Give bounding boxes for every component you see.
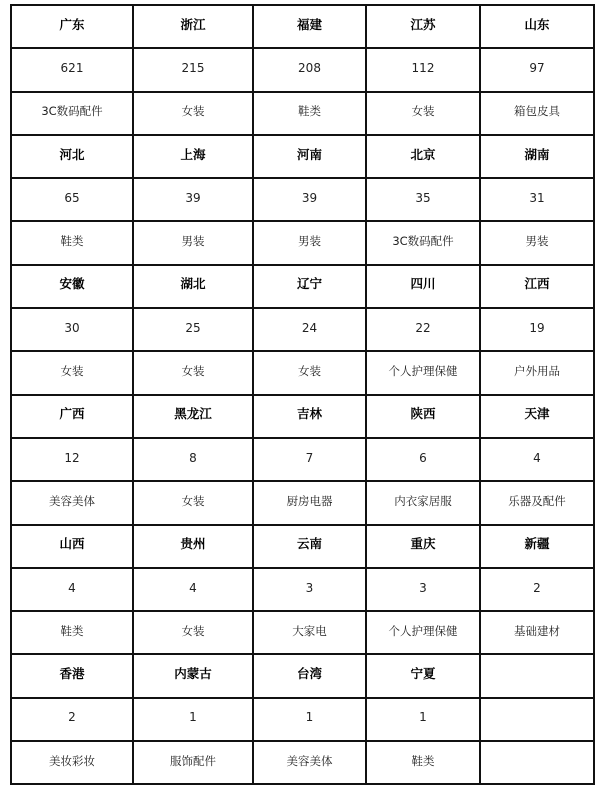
- count-cell: 112: [366, 48, 480, 91]
- category-cell: 3C数码配件: [11, 92, 133, 135]
- category-cell: 个人护理保健: [366, 351, 480, 394]
- category-cell: 户外用品: [480, 351, 594, 394]
- table-row-count: [11, 178, 594, 221]
- count-cell: 4: [11, 568, 133, 611]
- count-cell: 3: [253, 568, 366, 611]
- count-cell: 8: [133, 438, 253, 481]
- table-row-cat: [11, 741, 594, 784]
- table-row-prov: [11, 5, 594, 48]
- category-cell: 美容美体: [253, 741, 366, 784]
- category-cell: 大家电: [253, 611, 366, 654]
- category-cell: 箱包皮具: [480, 92, 594, 135]
- count-cell: 24: [253, 308, 366, 351]
- count-cell: 1: [133, 698, 253, 741]
- table-row-prov: [11, 135, 594, 178]
- count-cell: 39: [253, 178, 366, 221]
- table-row-count: [11, 438, 594, 481]
- count-cell: 1: [366, 698, 480, 741]
- category-cell: [480, 741, 594, 784]
- province-name-cell: 香港: [11, 654, 133, 697]
- table-row-cat: [11, 92, 594, 135]
- province-name-cell: 台湾: [253, 654, 366, 697]
- province-name-cell: [480, 654, 594, 697]
- province-name-cell: 广东: [11, 5, 133, 48]
- category-cell: 女装: [366, 92, 480, 135]
- count-cell: 215: [133, 48, 253, 91]
- table-row-count: [11, 48, 594, 91]
- province-name-cell: 四川: [366, 265, 480, 308]
- province-name-cell: 安徽: [11, 265, 133, 308]
- count-cell: 25: [133, 308, 253, 351]
- category-cell: 美妆彩妆: [11, 741, 133, 784]
- province-name-cell: 辽宁: [253, 265, 366, 308]
- count-cell: 7: [253, 438, 366, 481]
- table-row-cat: [11, 221, 594, 264]
- category-cell: 男装: [480, 221, 594, 264]
- category-cell: 个人护理保健: [366, 611, 480, 654]
- province-name-cell: 湖南: [480, 135, 594, 178]
- province-name-cell: 内蒙古: [133, 654, 253, 697]
- count-cell: 31: [480, 178, 594, 221]
- category-cell: 服饰配件: [133, 741, 253, 784]
- category-cell: 鞋类: [11, 221, 133, 264]
- category-cell: 鞋类: [11, 611, 133, 654]
- province-name-cell: 黑龙江: [133, 395, 253, 438]
- count-cell: [480, 698, 594, 741]
- province-name-cell: 北京: [366, 135, 480, 178]
- count-cell: 621: [11, 48, 133, 91]
- category-cell: 鞋类: [366, 741, 480, 784]
- category-cell: 3C数码配件: [366, 221, 480, 264]
- province-name-cell: 重庆: [366, 525, 480, 568]
- count-cell: 2: [11, 698, 133, 741]
- category-cell: 女装: [133, 481, 253, 524]
- category-cell: 女装: [133, 611, 253, 654]
- count-cell: 97: [480, 48, 594, 91]
- province-name-cell: 贵州: [133, 525, 253, 568]
- category-cell: 内衣家居服: [366, 481, 480, 524]
- category-cell: 美容美体: [11, 481, 133, 524]
- count-cell: 12: [11, 438, 133, 481]
- count-cell: 65: [11, 178, 133, 221]
- count-cell: 1: [253, 698, 366, 741]
- count-cell: 30: [11, 308, 133, 351]
- province-name-cell: 天津: [480, 395, 594, 438]
- province-name-cell: 湖北: [133, 265, 253, 308]
- count-cell: 22: [366, 308, 480, 351]
- category-cell: 基础建材: [480, 611, 594, 654]
- table-row-cat: [11, 481, 594, 524]
- category-cell: 女装: [253, 351, 366, 394]
- category-cell: 厨房电器: [253, 481, 366, 524]
- province-name-cell: 河北: [11, 135, 133, 178]
- count-cell: 6: [366, 438, 480, 481]
- category-cell: 女装: [133, 351, 253, 394]
- table-row-prov: [11, 395, 594, 438]
- province-name-cell: 宁夏: [366, 654, 480, 697]
- province-name-cell: 浙江: [133, 5, 253, 48]
- count-cell: 39: [133, 178, 253, 221]
- table-row-count: [11, 568, 594, 611]
- count-cell: 2: [480, 568, 594, 611]
- count-cell: 19: [480, 308, 594, 351]
- category-cell: 男装: [133, 221, 253, 264]
- province-name-cell: 河南: [253, 135, 366, 178]
- province-stats-table: [10, 4, 595, 785]
- category-cell: 鞋类: [253, 92, 366, 135]
- table-row-prov: [11, 525, 594, 568]
- category-cell: 男装: [253, 221, 366, 264]
- province-name-cell: 陕西: [366, 395, 480, 438]
- province-name-cell: 上海: [133, 135, 253, 178]
- table-row-cat: [11, 351, 594, 394]
- table-row-prov: [11, 654, 594, 697]
- province-name-cell: 福建: [253, 5, 366, 48]
- category-cell: 女装: [133, 92, 253, 135]
- table-row-cat: [11, 611, 594, 654]
- table-body: [11, 5, 594, 784]
- count-cell: 4: [480, 438, 594, 481]
- table-row-count: [11, 698, 594, 741]
- province-name-cell: 山西: [11, 525, 133, 568]
- province-name-cell: 新疆: [480, 525, 594, 568]
- count-cell: 4: [133, 568, 253, 611]
- province-name-cell: 山东: [480, 5, 594, 48]
- province-name-cell: 吉林: [253, 395, 366, 438]
- province-name-cell: 广西: [11, 395, 133, 438]
- province-name-cell: 云南: [253, 525, 366, 568]
- table-row-prov: [11, 265, 594, 308]
- table-row-count: [11, 308, 594, 351]
- province-name-cell: 江苏: [366, 5, 480, 48]
- category-cell: 女装: [11, 351, 133, 394]
- province-name-cell: 江西: [480, 265, 594, 308]
- count-cell: 208: [253, 48, 366, 91]
- count-cell: 3: [366, 568, 480, 611]
- category-cell: 乐器及配件: [480, 481, 594, 524]
- count-cell: 35: [366, 178, 480, 221]
